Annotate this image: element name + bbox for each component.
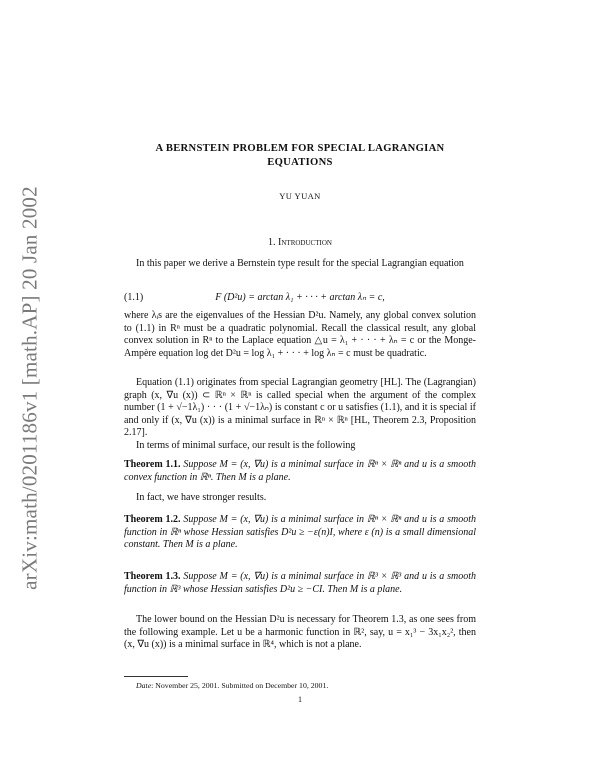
paragraph-4-text: In terms of minimal surface, our result is the following bbox=[136, 439, 356, 451]
author: YU YUAN bbox=[279, 191, 321, 201]
arxiv-identifier: arXiv:math/0201186v1 [math.AP] 20 Jan 2002 bbox=[17, 186, 42, 590]
theorem-1-3-body: Suppose M = (x, ∇u) is a minimal surface in ℝ³ × ℝ³ and u is a smooth function in ℝ³ whose Hessian satisfies D²u ≥ −CI. Then M is a plane. bbox=[124, 571, 477, 595]
paragraph-eigenvalues bbox=[124, 310, 476, 360]
paragraph-2-text: where λᵢs are the eigenvalues of the Hessian D²u. Namely, any global convex solution to (1.1) in Rⁿ must be a quadratic polynomial. Recall the classical result, any global convex solution in Rⁿ to the Laplace equation △u = λ₁ + · · · + λₙ = c or the Monge-Ampère equation log det D²u = log λ₁ + · · · + log λₙ = c must be quadratic. bbox=[124, 310, 476, 359]
theorem-1-2 bbox=[124, 514, 476, 552]
paragraph-6-text: The lower bound on the Hessian D²u is necessary for Theorem 1.3, as one sees from the following example. Let u be a harmonic function in ℝ², say, u = x₁³ − 3x₁x₂², then (x, ∇u (x)) is a minimal surface in ℝ⁴, which is not a plane. bbox=[124, 614, 476, 650]
intro-text: In this paper we derive a Bernstein type result for the special Lagrangian equation bbox=[136, 258, 464, 269]
theorem-1-3 bbox=[124, 571, 476, 596]
paragraph-5-text: In fact, we have stronger results. bbox=[136, 492, 267, 503]
title-line-1: A BERNSTEIN PROBLEM FOR SPECIAL LAGRANGIAN bbox=[155, 143, 445, 154]
equation-body: F (D²u) = arctan λ₁ + · · · + arctan λₙ = c, bbox=[215, 292, 385, 303]
page-number: 1 bbox=[298, 695, 302, 704]
footnote bbox=[136, 680, 328, 693]
theorem-1-1 bbox=[124, 459, 476, 484]
paragraph-3-text: Equation (1.1) originates from special Lagrangian geometry [HL]. The (Lagrangian) graph (x, ∇u (x)) ⊂ ℝⁿ × ℝⁿ is called special when the argument of the complex number (1 + √−1λ₁) · · · (1 + √−1λₙ) is constant c or u satisfies (1.1), and it is special if and only if (x, ∇u (x)) is a minimal surface in ℝⁿ × ℝⁿ [HL, Theorem 2.3, Proposition 2.17]. bbox=[124, 377, 476, 438]
theorem-1-2-body: Suppose M = (x, ∇u) is a minimal surface in ℝⁿ × ℝⁿ and u is a smooth function in ℝⁿ whose Hessian satisfies D²u ≥ −ε(n)I, where ε (n) is a small dimensional constant. Then M is a plane. bbox=[124, 514, 477, 550]
intro-paragraph bbox=[124, 258, 476, 271]
paragraph-example bbox=[124, 614, 476, 652]
theorem-1-3-head: Theorem 1.3. bbox=[124, 571, 181, 582]
equation-number: (1.1) bbox=[124, 292, 144, 303]
theorem-1-1-body: Suppose M = (x, ∇u) is a minimal surface in ℝⁿ × ℝⁿ and u is a smooth convex function in ℝⁿ. Then M is a plane. bbox=[124, 459, 477, 483]
section-heading: 1. Introduction bbox=[268, 237, 332, 248]
footnote-rule bbox=[124, 676, 188, 677]
paragraph-origin bbox=[124, 377, 476, 452]
footnote-text: : November 25, 2001. Submitted on December 10, 2001. bbox=[151, 681, 329, 690]
paper-title bbox=[124, 142, 476, 170]
title-line-2: EQUATIONS bbox=[267, 157, 333, 168]
theorem-1-1-head: Theorem 1.1. bbox=[124, 459, 181, 470]
footnote-label: Date bbox=[136, 681, 152, 690]
paragraph-stronger bbox=[124, 492, 476, 505]
theorem-1-2-head: Theorem 1.2. bbox=[124, 514, 181, 525]
